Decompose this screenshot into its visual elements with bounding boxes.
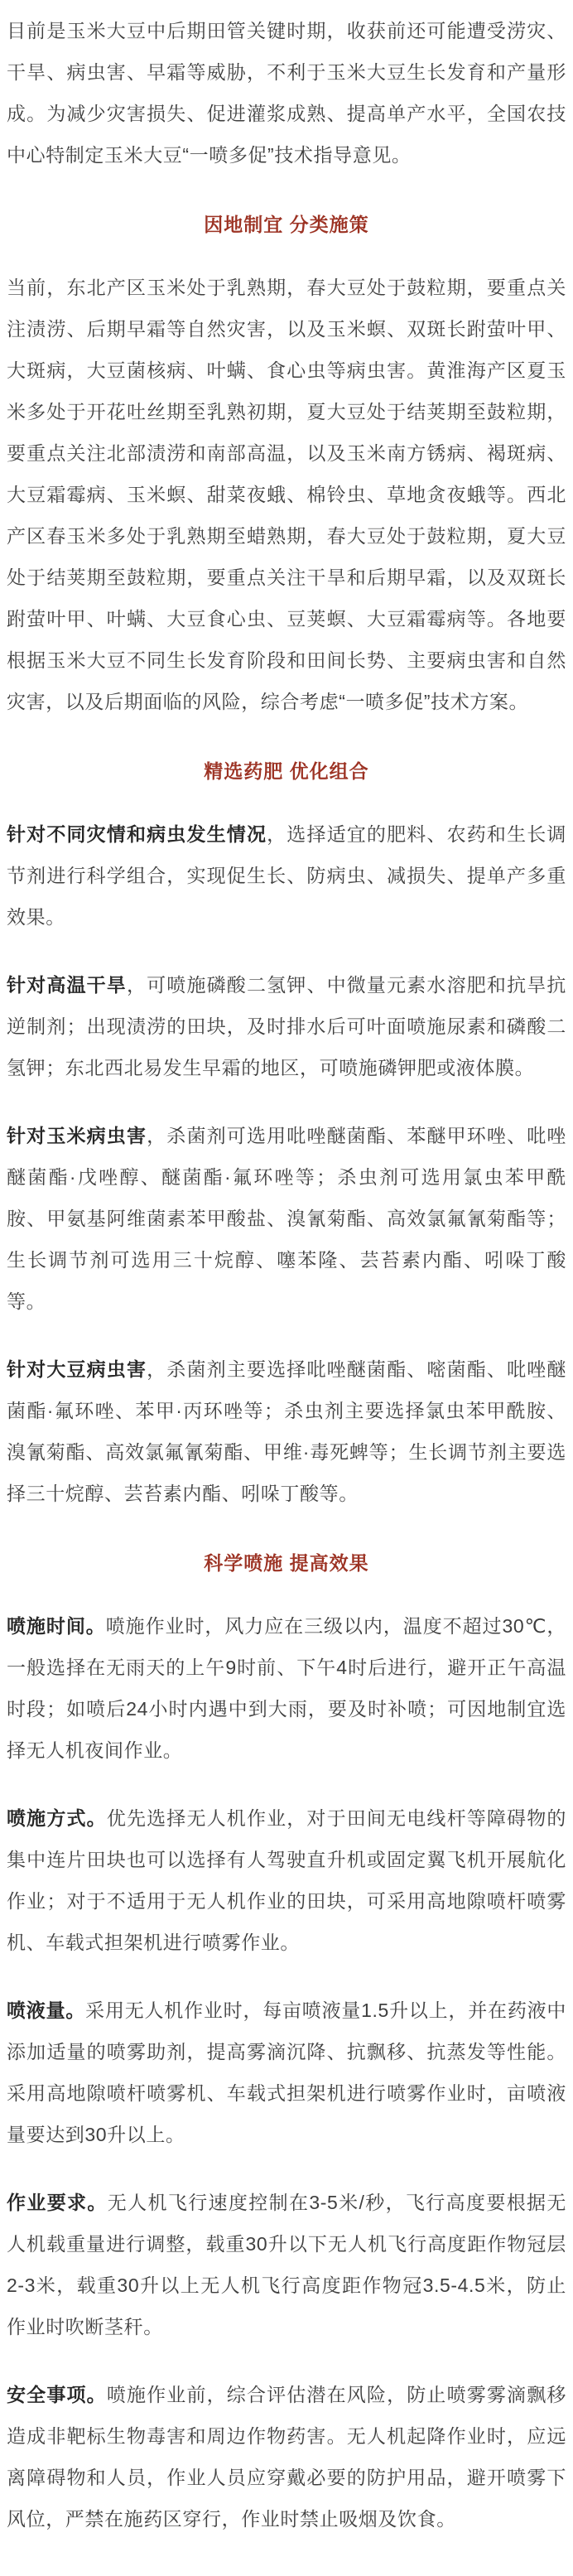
paragraph-lead: 针对不同灾情和病虫发生情况 — [7, 823, 267, 845]
paragraph-soybean-pests — [7, 1348, 566, 1514]
paragraph-text: 优先选择无人机作业，对于田间无电线杆等障碍物的集中连片田块也可以选择有人驾驶直升机或固定翼飞机开展航化作业；对于不适用于无人机作业的田块，可采用高地隙喷杆喷雾机、车载式担架机进行喷雾作业。 — [7, 1807, 566, 1953]
paragraph-corn-pests — [7, 1115, 566, 1322]
paragraph-text: ，杀菌剂可选用吡唑醚菌酯、苯醚甲环唑、吡唑醚菌酯·戊唑醇、醚菌酯·氟环唑等；杀虫剂可选用氯虫苯甲酰胺、甲氨基阿维菌素苯甲酸盐、溴氰菊酯、高效氯氟氰菊酯等；生长调节剂可选用三十烷醇、噻苯隆、芸苔素内酯、吲哚丁酸等。 — [7, 1125, 566, 1312]
paragraph-lead: 安全事项。 — [7, 2384, 107, 2405]
paragraph-lead: 针对大豆病虫害 — [7, 1358, 147, 1380]
paragraph-lead: 作业要求。 — [7, 2192, 108, 2213]
paragraph-text: 当前，东北产区玉米处于乳熟期，春大豆处于鼓粒期，要重点关注渍涝、后期早霜等自然灾害，以及玉米螟、双斑长跗萤叶甲、大斑病，大豆菌核病、叶螨、食心虫等病虫害。黄淮海产区夏玉米多处于开花吐丝期至乳熟初期，夏大豆处于结荚期至鼓粒期，要重点关注北部渍涝和南部高温，以及玉米南方锈病、褐斑病、大豆霜霉病、玉米螟、甜菜夜蛾、棉铃虫、草地贪夜蛾等。西北产区春玉米多处于乳熟期至蜡熟期，春大豆处于鼓粒期，夏大豆处于结荚期至鼓粒期，要重点关注干旱和后期早霜，以及双斑长跗萤叶甲、叶螨、大豆食心虫、豆荚螟、大豆霜霉病等。各地要根据玉米大豆不同生长发育阶段和田间长势、主要病虫害和自然灾害，以及后期面临的风险，综合考虑“一喷多促”技术方案。 — [7, 277, 566, 712]
section-heading-adapt-measures: 因地制宜 分类施策 — [204, 214, 369, 235]
paragraph-text: 无人机飞行速度控制在3-5米/秒，飞行高度要根据无人机载重量进行调整，载重30升以下无人机飞行高度距作物冠层2-3米，载重30升以上无人机飞行高度距作物冠3.5-4.5米，防止作业时吹断茎秆。 — [7, 2192, 567, 2337]
paragraph-text: 喷施作业时，风力应在三级以内，温度不超过30℃，一般选择在无雨天的上午9时前、下午4时后进行，避开正午高温时段；如喷后24小时内遇中到大雨，要及时补喷；可因地制宜选择无人机夜间作业。 — [7, 1615, 566, 1761]
paragraph-safety-notes — [7, 2374, 566, 2540]
intro-paragraph — [7, 10, 566, 176]
paragraph-spray-time — [7, 1605, 566, 1771]
paragraph-text: 采用无人机作业时，每亩喷液量1.5升以上，并在药液中添加适量的喷雾助剂，提高雾滴沉降、抗飘移、抗蒸发等性能。采用高地隙喷杆喷雾机、车载式担架机进行喷雾作业时，亩喷液量要达到30升以上。 — [7, 2000, 567, 2145]
paragraph-region-overview — [7, 267, 566, 722]
paragraph-lead: 针对高温干旱 — [7, 974, 127, 996]
section-heading-scientific-spraying: 科学喷施 提高效果 — [204, 1552, 369, 1574]
paragraph-heat-drought — [7, 964, 566, 1088]
paragraph-disaster-pest-overview — [7, 813, 566, 938]
paragraph-spray-method — [7, 1797, 566, 1963]
paragraph-text: ，可喷施磷酸二氢钾、中微量元素水溶肥和抗旱抗逆制剂；出现渍涝的田块，及时排水后可叶面喷施尿素和磷酸二氢钾；东北西北易发生早霜的地区，可喷施磷钾肥或液体膜。 — [7, 974, 566, 1078]
paragraph-lead: 喷施时间。 — [7, 1615, 106, 1637]
paragraph-text: ，选择适宜的肥料、农药和生长调节剂进行科学组合，实现促生长、防病虫、减损失、提单产多重效果。 — [7, 823, 566, 928]
paragraph-spray-volume — [7, 1990, 566, 2155]
intro-text: 目前是玉米大豆中后期田管关键时期，收获前还可能遭受涝灾、干旱、病虫害、早霜等威胁，不利于玉米大豆生长发育和产量形成。为减少灾害损失、促进灌浆成熟、提高单产水平，全国农技中心特制定玉米大豆“一喷多促”技术指导意见。 — [7, 20, 566, 166]
paragraph-lead: 针对玉米病虫害 — [7, 1125, 147, 1146]
paragraph-text: ，杀菌剂主要选择吡唑醚菌酯、嘧菌酯、吡唑醚菌酯·氟环唑、苯甲·丙环唑等；杀虫剂主要选择氯虫苯甲酰胺、溴氰菊酯、高效氯氟氰菊酯、甲维·毒死蜱等；生长调节剂主要选择三十烷醇、芸苔素内酯、吲哚丁酸等。 — [7, 1358, 566, 1504]
paragraph-operation-requirements — [7, 2182, 566, 2347]
paragraph-lead: 喷施方式。 — [7, 1807, 107, 1829]
section-heading-select-agents: 精选药肥 优化组合 — [204, 760, 369, 782]
paragraph-lead: 喷液量。 — [7, 2000, 86, 2021]
paragraph-text: 喷施作业前，综合评估潜在风险，防止喷雾雾滴飘移造成非靶标生物毒害和周边作物药害。无人机起降作业时，应远离障碍物和人员，作业人员应穿戴必要的防护用品，避开喷雾下风位，严禁在施药区穿行，作业时禁止吸烟及饮食。 — [7, 2384, 566, 2530]
